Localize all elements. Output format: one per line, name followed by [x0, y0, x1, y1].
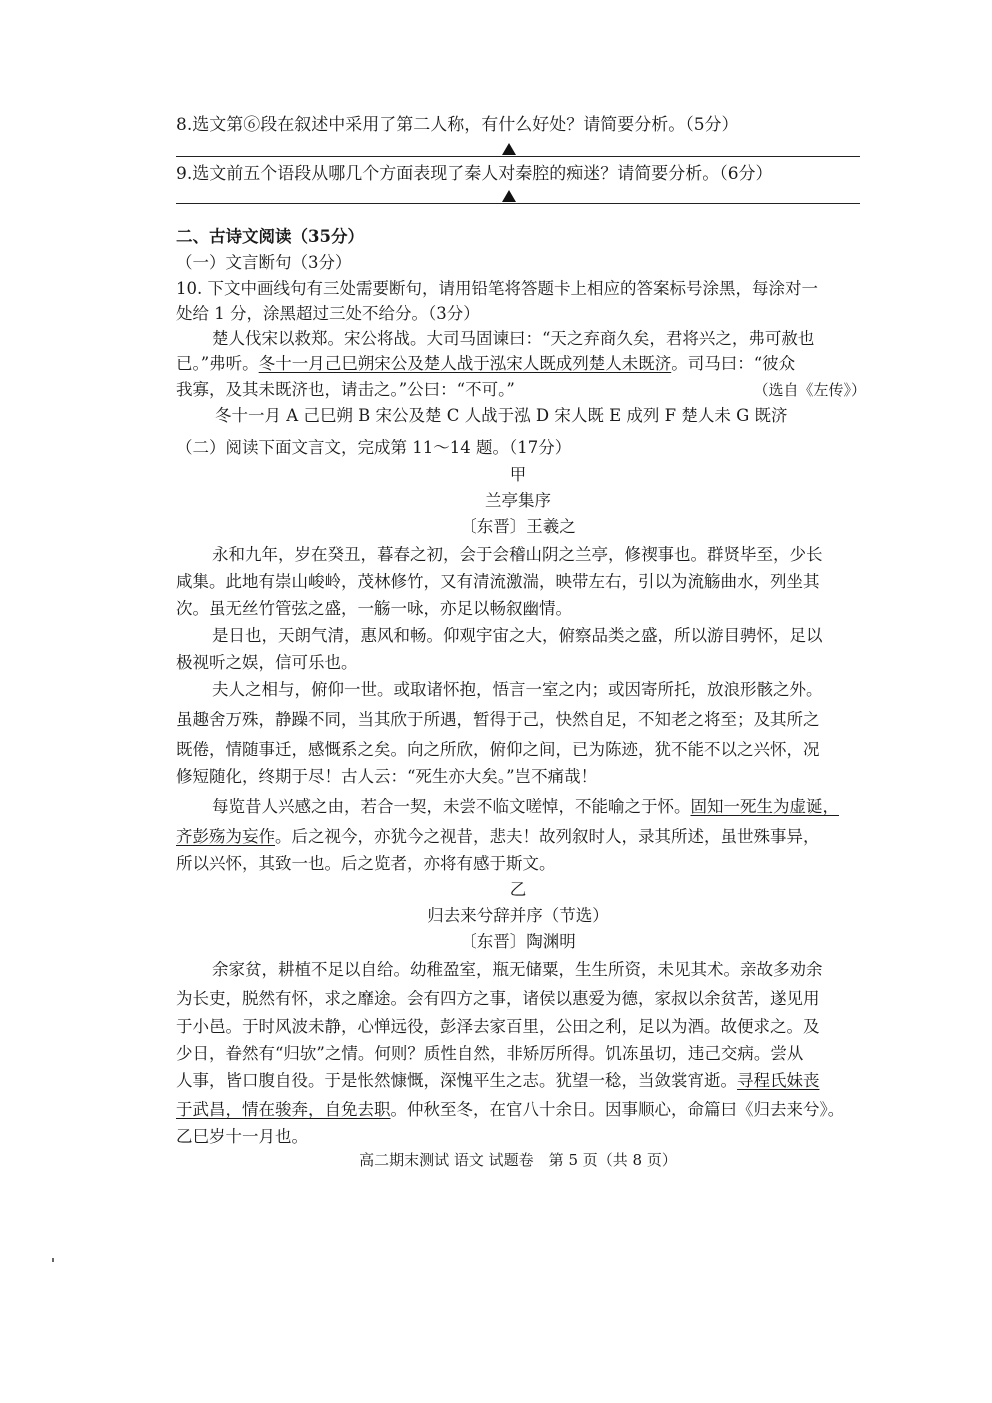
question-9: 9.选文前五个语段从哪几个方面表现了秦人对秦腔的痴迷？请简要分析。（6分）	[176, 164, 773, 184]
passage-text: 已。”弗听。	[176, 354, 259, 373]
passage-line	[176, 379, 866, 401]
text-line: 夫人之相与，俯仰一世。或取诸怀抱，悟言一室之内；或因寄所托，放浪形骸之外。	[212, 680, 823, 699]
underlined-sentence: 固知一死生为虚诞，	[690, 797, 839, 816]
passage-line: 楚人伐宋以救郑。宋公将战。大司马固谏曰：“天之弃商久矣，君将兴之，弗可赦也	[212, 329, 815, 348]
text-line	[212, 796, 862, 818]
text-line: 咸集。此地有崇山峻岭，茂林修竹，又有清流激湍，映带左右，引以为流觞曲水，列坐其	[176, 572, 820, 591]
passage-line	[176, 353, 866, 375]
passage-text: 。后之视今，亦犹今之视昔，悲夫！故列叙时人，录其所述，虽世殊事异，	[275, 827, 820, 846]
text-line: 既倦，情随事迁，感慨系之矣。向之所欣，俯仰之间，已为陈迹，犹不能不以之兴怀，况	[176, 740, 820, 759]
text-line: 为长吏，脱然有怀，求之靡途。会有四方之事，诸侯以惠爱为德，家叔以余贫苦，遂见用	[176, 989, 820, 1008]
answer-line	[176, 203, 860, 204]
underlined-sentence: 寻程氏妹丧	[737, 1071, 820, 1090]
text-title: 归去来兮辞并序（节选）	[427, 906, 609, 925]
text-line: 于小邑。于时风波未静，心惮远役，彭泽去家百里，公田之利，足以为酒。故便求之。及	[176, 1017, 820, 1036]
page-footer: 高二期末测试 语文 试题卷 第 5 页（共 8 页）	[359, 1151, 677, 1169]
text-line: 极视听之娱，信可乐也。	[176, 653, 358, 672]
passage-text: 我寡，及其未既济也，请击之。”公曰：“不可。”	[176, 380, 515, 399]
subsection-heading: （一）文言断句（3分）	[176, 253, 352, 272]
passage-text: 每览昔人兴感之由，若合一契，未尝不临文嗟悼，不能喻之于怀。	[212, 797, 691, 816]
text-line	[176, 826, 866, 848]
question-10-line: 处给 1 分，涂黑超过三处不给分。（3分）	[176, 304, 480, 323]
text-line: 余家贫，耕植不足以自给。幼稚盈室，瓶无储粟，生生所资，未见其术。亲故多劝余	[212, 960, 823, 979]
underlined-sentence: 齐彭殇为妄作	[176, 827, 275, 846]
text-line: 乙巳岁十一月也。	[176, 1127, 308, 1146]
underlined-sentence: 于武昌，情在骏奔，自免去职	[176, 1100, 391, 1119]
answer-line	[176, 156, 860, 157]
text-author: 〔东晋〕陶渊明	[460, 932, 576, 951]
question-10-line: 10. 下文中画线句有三处需要断句，请用铅笔将答题卡上相应的答案标号涂黑，每涂对一	[176, 279, 818, 298]
passage-text: 。司马曰：“彼众	[671, 354, 796, 373]
section-heading: 二、古诗文阅读（35分）	[176, 227, 364, 246]
passage-source: （选自《左传》）	[753, 381, 866, 399]
text-line: 少日，眷然有“归欤”之情。何则？质性自然，非矫厉所得。饥冻虽切，违己交病。尝从	[176, 1044, 804, 1063]
answer-marker-triangle-icon	[502, 190, 516, 202]
text-line: 所以兴怀，其致一也。后之览者，亦将有感于斯文。	[176, 854, 556, 873]
passage-text: 。仲秋至冬，在官八十余日。因事顺心，命篇曰《归去来兮》。	[390, 1100, 845, 1119]
subsection-heading: （二）阅读下面文言文，完成第 11～14 题。（17分）	[176, 438, 572, 457]
passage-text: 人事，皆口腹自役。于是怅然慷慨，深愧平生之志。犹望一稔，当敛裳宵逝。	[176, 1071, 737, 1090]
text-line	[176, 1099, 866, 1121]
question-8: 8.选文第⑥段在叙述中采用了第二人称，有什么好处？请简要分析。（5分）	[176, 115, 739, 135]
text-line: 次。虽无丝竹管弦之盛，一觞一咏，亦足以畅叙幽情。	[176, 599, 572, 618]
scan-speck	[52, 1258, 54, 1262]
text-label-yi: 乙	[509, 880, 527, 899]
answer-marker-triangle-icon	[502, 143, 516, 155]
text-author: 〔东晋〕王羲之	[460, 517, 576, 536]
text-line: 是日也，天朗气清，惠风和畅。仰观宇宙之大，俯察品类之盛，所以游目骋怀，足以	[212, 626, 823, 645]
underlined-sentence: 冬十一月己巳朔宋公及楚人战于泓宋人既成列楚人未既济	[258, 354, 672, 373]
text-line: 修短随化，终期于尽！古人云：“死生亦大矣。”岂不痛哉！	[176, 767, 598, 786]
text-title: 兰亭集序	[485, 491, 551, 510]
options-line: 冬十一月 A 己巳朔 B 宋公及楚 C 人战于泓 D 宋人既 E 成列 F 楚人未 G 既济	[215, 406, 788, 425]
text-line	[176, 1070, 866, 1092]
text-line: 虽趣舍万殊，静躁不同，当其欣于所遇，暂得于己，快然自足，不知老之将至；及其所之	[176, 710, 820, 729]
text-label-jia: 甲	[509, 465, 527, 484]
text-line: 永和九年，岁在癸丑，暮春之初，会于会稽山阴之兰亭，修禊事也。群贤毕至，少长	[212, 545, 823, 564]
